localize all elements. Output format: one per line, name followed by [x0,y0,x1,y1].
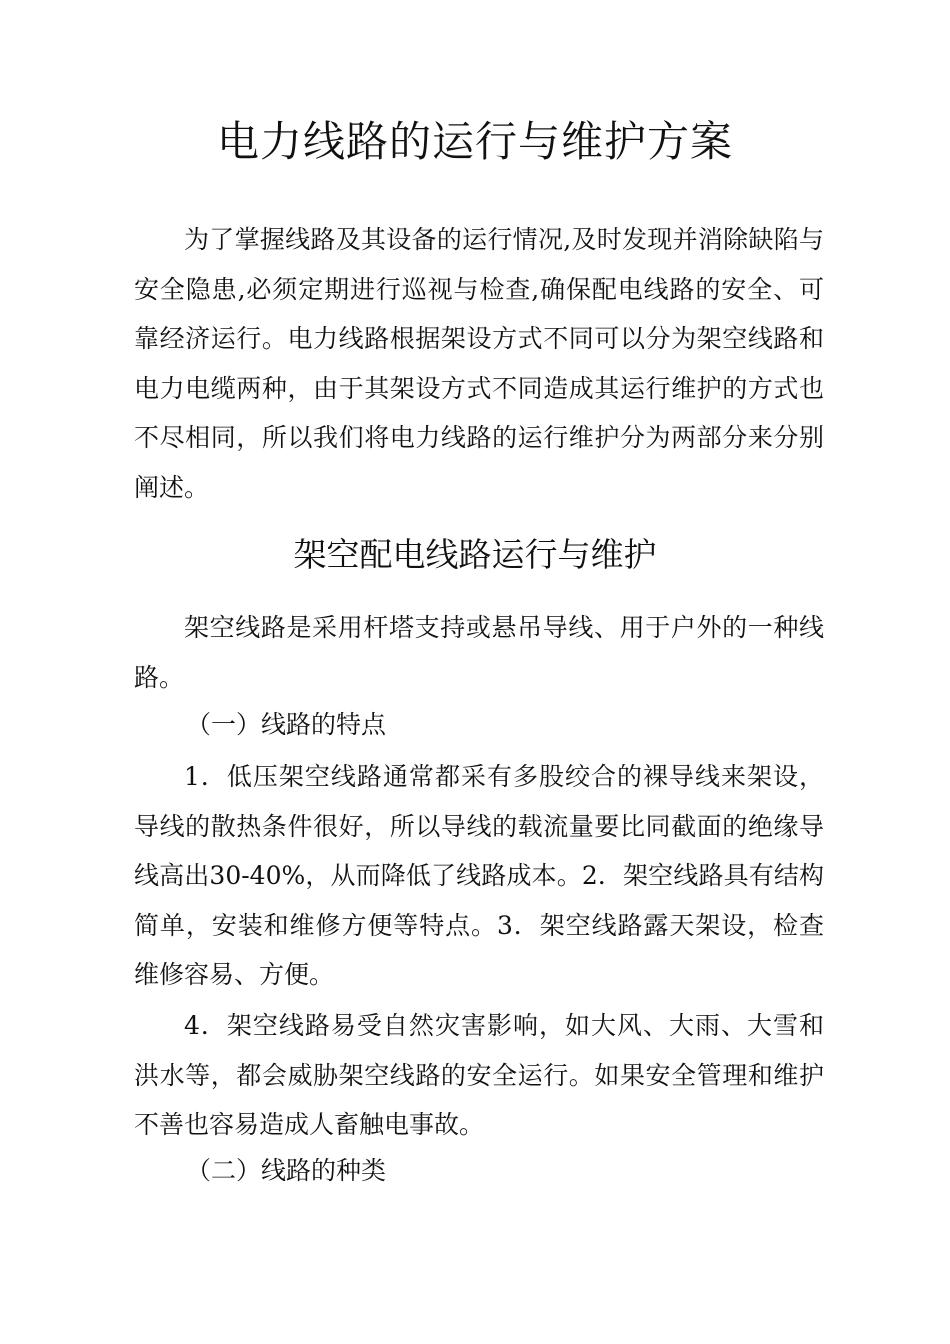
features-paragraph: 1．低压架空线路通常都采有多股绞合的裸导线来架设，导线的散热条件很好，所以导线的载流量要比同截面的绝缘导线高出30-40%，从而降低了线路成本。2．架空线路具有结构简单，安装和维修方便等特点。3．架空线路露天架设，检查维修容易、方便。 [134,762,824,989]
subheading-types: （二）线路的种类 [186,1156,387,1185]
section-heading: 架空配电线路运行与维护 [293,535,657,574]
subheading-features: （一）线路的特点 [186,710,387,739]
document-title: 电力线路的运行与维护方案 [216,117,733,166]
intro-paragraph: 为了掌握线路及其设备的运行情况,及时发现并消除缺陷与安全隐患,必须定期进行巡视与检查,确保配电线路的安全、可靠经济运行。电力线路根据架设方式不同可以分为架空线路和电力电缆两种，由于其架设方式不同造成其运行维护的方式也不尽相同，所以我们将电力线路的运行维护分为两部分来分别阐述。 [134,225,824,502]
features-paragraph-4: 4．架空线路易受自然灾害影响，如大风、大雨、大雪和洪水等，都会威胁架空线路的安全运行。如果安全管理和维护不善也容易造成人畜触电事故。 [134,1011,824,1139]
section-intro-paragraph: 架空线路是采用杆塔支持或悬吊导线、用于户外的一种线路。 [134,613,824,692]
